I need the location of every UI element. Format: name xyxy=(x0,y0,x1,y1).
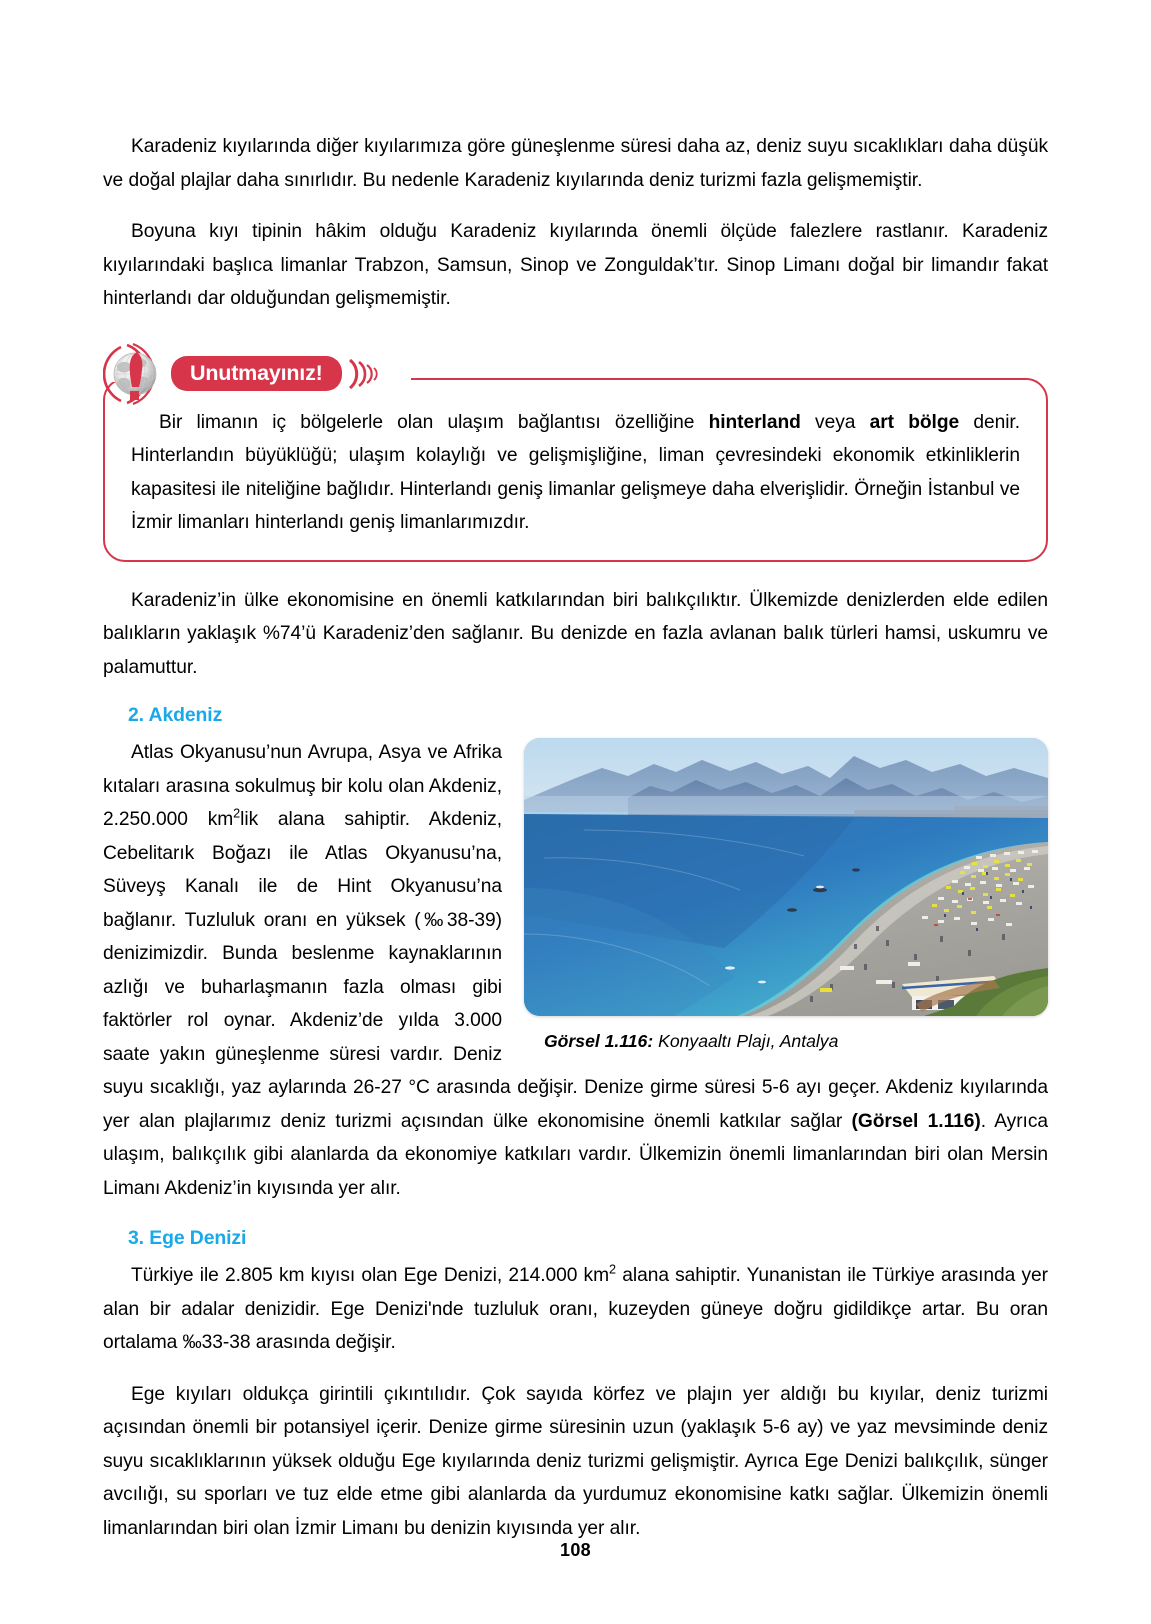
paragraph-karadeniz-balikcilik: Karadeniz’in ülke ekonomisine en önemli katkılarından biri balıkçılıktır. Ülkemizde denizlerden elde edilen balıkların yaklaşık %74’ü Karadeniz’den sağlanır. Bu denizde en fazla avlanan balık türleri hamsi, uskumru ve palamuttur. xyxy=(103,589,1048,678)
callout-title-badge: Unutmayınız! xyxy=(171,356,342,391)
page-content xyxy=(103,130,1048,1545)
paragraph-ege-1 xyxy=(103,1259,1048,1360)
callout-text-part3: denir. Hinterlandın büyüklüğü; ulaşım kolaylığı ve gelişmişliğine, liman çevresindeki ekonomik etkinliklerin kapasitesi ile niteliğine bağlıdır. Hinterlandı geniş limanlar gelişmeye daha elverişlidir. Örneğin İstanbul ve İzmir limanları hinterlandı geniş limanlarımızdır. xyxy=(131,411,1020,533)
page-number: 108 xyxy=(560,1540,591,1560)
callout-bold-hinterland: hinterland xyxy=(708,411,801,433)
callout-wave-icon xyxy=(346,357,386,391)
callout-text-part2: veya xyxy=(800,411,870,433)
paragraph-ege-2: Ege kıyıları oldukça girintili çıkıntılıdır. Çok sayıda körfez ve plajın yer aldığı bu kıyılar, deniz turizmi açısından önemli bir potansiyel içerir. Denize girme süresinin uzun (yaklaşık 5-6 ay) ve yaz mevsiminde deniz suyu sıcaklıklarının yüksek olduğu Ege kıyılarında deniz turizmi gelişmiştir. Ayrıca Ege Denizi balıkçılık, sünger avcılığı, su sporları ve tuz elde etme gibi alanlarda da yurdumuz ekonomisine katkı sağlar. Ülkemizin önemli limanlarından biri olan İzmir Limanı bu denizin kıyısında yer alır. xyxy=(103,1383,1048,1539)
akdeniz-figure-ref: (Görsel 1.116) xyxy=(851,1110,981,1132)
heading-ege-denizi: 3. Ege Denizi xyxy=(128,1227,247,1249)
akdeniz-text-part3: . Ayrıca ulaşım, balıkçılık gibi alanlarda da ekonomiye katkıları vardır. Ülkemizin önemli limanlarından biri olan Mersin Limanı Akdeniz’in kıyısında yer alır. xyxy=(103,1110,1049,1199)
paragraph-karadeniz-limanlar: Boyuna kıyı tipinin hâkim olduğu Karadeniz kıyılarında önemli ölçüde falezlere rastlanır. Karadeniz kıyılarındaki başlıca limanlar Trabzon, Samsun, Sinop ve Zonguldak’tır. Sinop Limanı doğal bir limandır fakat hinterlandı dar olduğundan gelişmemiştir. xyxy=(103,221,1048,309)
figure-gorsel-1-116 xyxy=(524,738,1048,1053)
ege-text-part2: alana sahiptir. Yunanistan ile Türkiye arasında yer alan bir adalar denizidir. Ege Denizi'nde tuzluluk oranı, kuzeyden güneye doğru gidildikçe artar. Bu oran ortalama ‰33-38 arasında değişir. xyxy=(103,1265,1048,1353)
ege-text-part1: Türkiye ile 2.805 km kıyısı olan Ege Denizi, 214.000 km xyxy=(131,1265,610,1286)
heading-akdeniz: 2. Akdeniz xyxy=(128,704,223,726)
paragraph-karadeniz-turizm: Karadeniz kıyılarında diğer kıyılarımıza göre güneşlenme süresi daha az, deniz suyu sıcaklıkları daha düşük ve doğal plajlar daha sınırlıdır. Bu nedenle Karadeniz kıyılarında deniz turizmi fazla gelişmemiştir. xyxy=(103,136,1048,191)
akdeniz-text-part2: lik alana sahiptir. Akdeniz, Cebelitarık Boğazı ile Atlas Okyanusu’na, Süveyş Kanalı ile de Hint Okyanusu’na bağlanır. Tuzluluk oranı en yüksek (‰38-39) denizimizdir. Bunda beslenme kaynaklarının azlığı ve buharlaşmanın fazla olması gibi faktörler rol oynar. Akdeniz’de yılda 3.000 saate yakın güneşlenme süresi vardır. Deniz suyu sıcaklığı, yaz aylarında 26-27 °C arasında değişir. Denize girme süresi 5-6 ayı geçer. Akdeniz kıyılarında yer alan plajlarımız deniz turizmi açısından ülke ekonomisine önemli katkılar sağlar xyxy=(103,809,1048,1132)
callout-text-part1: Bir limanın iç bölgelerle olan ulaşım bağlantısı özelliğine xyxy=(159,411,709,433)
callout-box xyxy=(103,378,1048,562)
callout-text xyxy=(131,406,1020,540)
callout-unutmayiniz xyxy=(103,346,1048,562)
akdeniz-superscript: 2 xyxy=(233,806,241,821)
akdeniz-text-part1: Atlas Okyanusu’nun Avrupa, Asya ve Afrika kıtaları arasına sokulmuş bir kolu olan Akdeniz, 2.250.000 km xyxy=(103,742,502,830)
callout-header xyxy=(103,346,386,402)
globe-exclamation-icon xyxy=(103,343,177,405)
callout-bold-artbolge: art bölge xyxy=(869,411,960,433)
figure-label: Görsel 1.116: xyxy=(544,1031,654,1051)
ege-superscript: 2 xyxy=(609,1262,617,1277)
konyaalti-beach-photo xyxy=(524,738,1048,1016)
figure-caption-text: Konyaaltı Plajı, Antalya xyxy=(653,1031,839,1051)
figure-caption xyxy=(524,1029,1048,1053)
